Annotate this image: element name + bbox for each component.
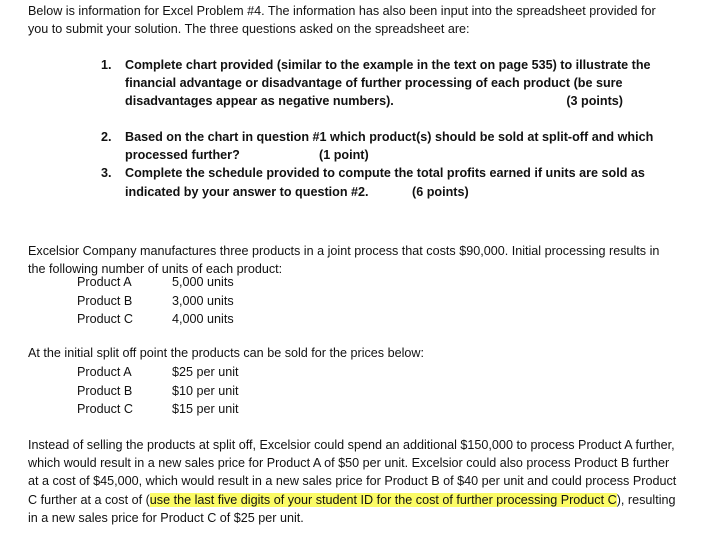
table-row xyxy=(77,382,377,401)
question-points: (1 point) xyxy=(319,148,369,163)
units-table xyxy=(77,273,377,329)
further-processing-paragraph xyxy=(28,436,678,527)
product-price: $25 per unit xyxy=(172,365,239,379)
question-3 xyxy=(101,164,671,200)
intro-paragraph: Below is information for Excel Problem #4. The information has also been input into the spreadsheet provided for you to submit your solution. The three questions asked on the spreadsheet are: xyxy=(28,4,656,37)
further-text-after: ), resulting in a new sales price for Product C of $25 per unit. xyxy=(28,492,676,525)
product-name: Product C xyxy=(77,402,133,416)
question-2 xyxy=(101,128,671,164)
table-row xyxy=(77,310,377,329)
question-text: Complete chart provided (similar to the example in the text on page 535) to illustrate the financial advantage or disadvantage of further processing of each product (be sure disadvantages appear as negative numbers). xyxy=(125,58,651,109)
product-name: Product A xyxy=(77,275,132,289)
question-points: (6 points) xyxy=(412,184,469,199)
question-number: 1. xyxy=(101,58,112,72)
product-name: Product B xyxy=(77,383,133,398)
table-row xyxy=(77,400,377,419)
question-points: (3 points) xyxy=(566,94,623,109)
company-description: Excelsior Company manufactures three products in a joint process that costs $90,000. Initial processing results in the following number of units of each product: xyxy=(28,244,660,277)
question-1 xyxy=(101,56,671,111)
question-number: 3. xyxy=(101,166,112,181)
split-off-intro: At the initial split off point the products can be sold for the prices below: xyxy=(28,346,424,360)
product-name: Product B xyxy=(77,293,133,308)
product-units: 4,000 units xyxy=(172,312,234,326)
table-row xyxy=(77,273,377,292)
price-table xyxy=(77,363,377,419)
table-row xyxy=(77,292,377,311)
product-price: $15 per unit xyxy=(172,402,239,416)
further-text-before: Instead of selling the products at split off, Excelsior could spend an additional $150,000 to process Product A further, which would result in a new sales price for Product A of $50 per unit. Excelsior could also process Product B further at a cost of $45,000, which would result in a new sales price for Product B of $40 per unit and could process Product C further at a cost of ( xyxy=(28,438,677,507)
product-units: 5,000 units xyxy=(172,275,234,289)
product-name: Product C xyxy=(77,312,133,326)
question-number: 2. xyxy=(101,130,112,144)
product-units: 3,000 units xyxy=(172,293,234,308)
question-text: Based on the chart in question #1 which product(s) should be sold at split-off and which processed further? xyxy=(125,130,654,163)
table-row xyxy=(77,363,377,382)
highlighted-instruction: use the last five digits of your student ID for the cost of further processing Product C xyxy=(149,492,617,507)
product-price: $10 per unit xyxy=(172,383,239,398)
question-list-2-3 xyxy=(101,128,671,201)
question-text: Complete the schedule provided to compute the total profits earned if units are sold as indicated by your answer to question #2. xyxy=(125,166,645,199)
product-name: Product A xyxy=(77,365,132,379)
